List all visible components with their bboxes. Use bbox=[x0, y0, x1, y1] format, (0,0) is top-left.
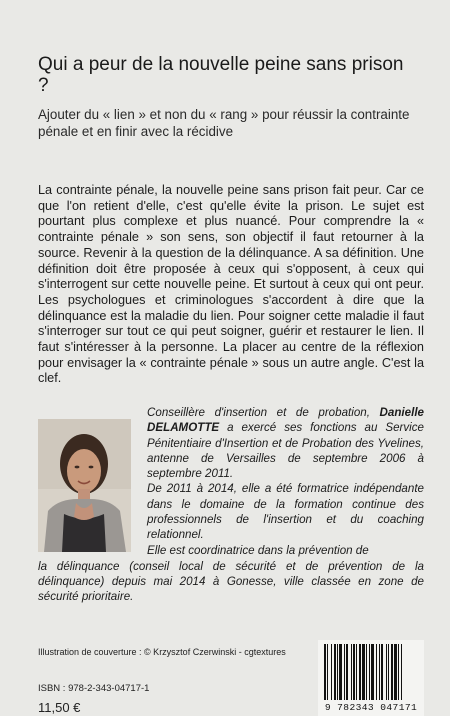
author-bio-continued bbox=[38, 547, 424, 616]
isbn: ISBN : 978-2-343-04717-1 bbox=[38, 683, 150, 694]
bio-career: a exercé ses fonctions au Service Pénitentiaire d'Insertion et de Probation des Yvelines, antenne de Versailles de septembre 2006 à septembre 2011. bbox=[147, 421, 424, 481]
book-subtitle: Ajouter du « lien » et non du « rang » pour réussir la contrainte pénale et en finir avec la récidive bbox=[38, 107, 410, 139]
bio-paragraph-3-start: Elle est coordinatrice dans la prévention de bbox=[147, 543, 369, 557]
author-name: Danielle DELAMOTTE bbox=[147, 406, 424, 435]
author-photo bbox=[38, 419, 131, 552]
price: 11,50 € bbox=[38, 700, 81, 715]
cover-credit: Illustration de couverture : © Krzysztof Czerwinski - cgtextures bbox=[38, 647, 286, 657]
blurb-text bbox=[38, 183, 424, 387]
author-bio bbox=[147, 405, 424, 558]
barcode-digits: 9 782343 047171 bbox=[324, 702, 418, 713]
bio-paragraph-2: De 2011 à 2014, elle a été formatrice indépendante dans le domaine de la formation continue des professionnels de l'insertion et du coaching relationnel. bbox=[147, 482, 424, 542]
bio-paragraph-1 bbox=[147, 405, 424, 481]
book-title: Qui a peur de la nouvelle peine sans prison ? bbox=[38, 54, 404, 96]
blurb-paragraph: La contrainte pénale, la nouvelle peine sans prison fait peur. Car ce que l'on retient d'elle, c'est qu'elle évite la prison. Le sujet est pourtant plus complexe et plus nuancé. Pour comprendre la « contrainte pénale » son sens, son objectif il faut retourner à la source. Revenir à la question de la délinquance. A sa définition. Une définition doit être proposée à ceux qui s'opposent, à ceux qui s'interrogent sur cette nouvelle peine. Et surtout à ceux qui ont peur. Les psychologues et criminologues s'accordent à dire que la délinquance est la maladie du lien. Pour soigner cette maladie il faut s'interroger sur tout ce qui peut soigner, guérir et restaurer le lien. Il faut s'intéresser à la personne. La placer au centre de la réflexion pour envisager la « contrainte pénale » sous un autre angle. C'est la clef. bbox=[38, 183, 424, 386]
bio-intro: Conseillère d'insertion et de probation, bbox=[147, 406, 370, 419]
bio-paragraph-3-rest: la délinquance (conseil local de sécurité et de prévention de la délinquance) depuis mai 2014 à Gonesse, ville classée en zone de sécurité prioritaire. bbox=[38, 559, 424, 604]
